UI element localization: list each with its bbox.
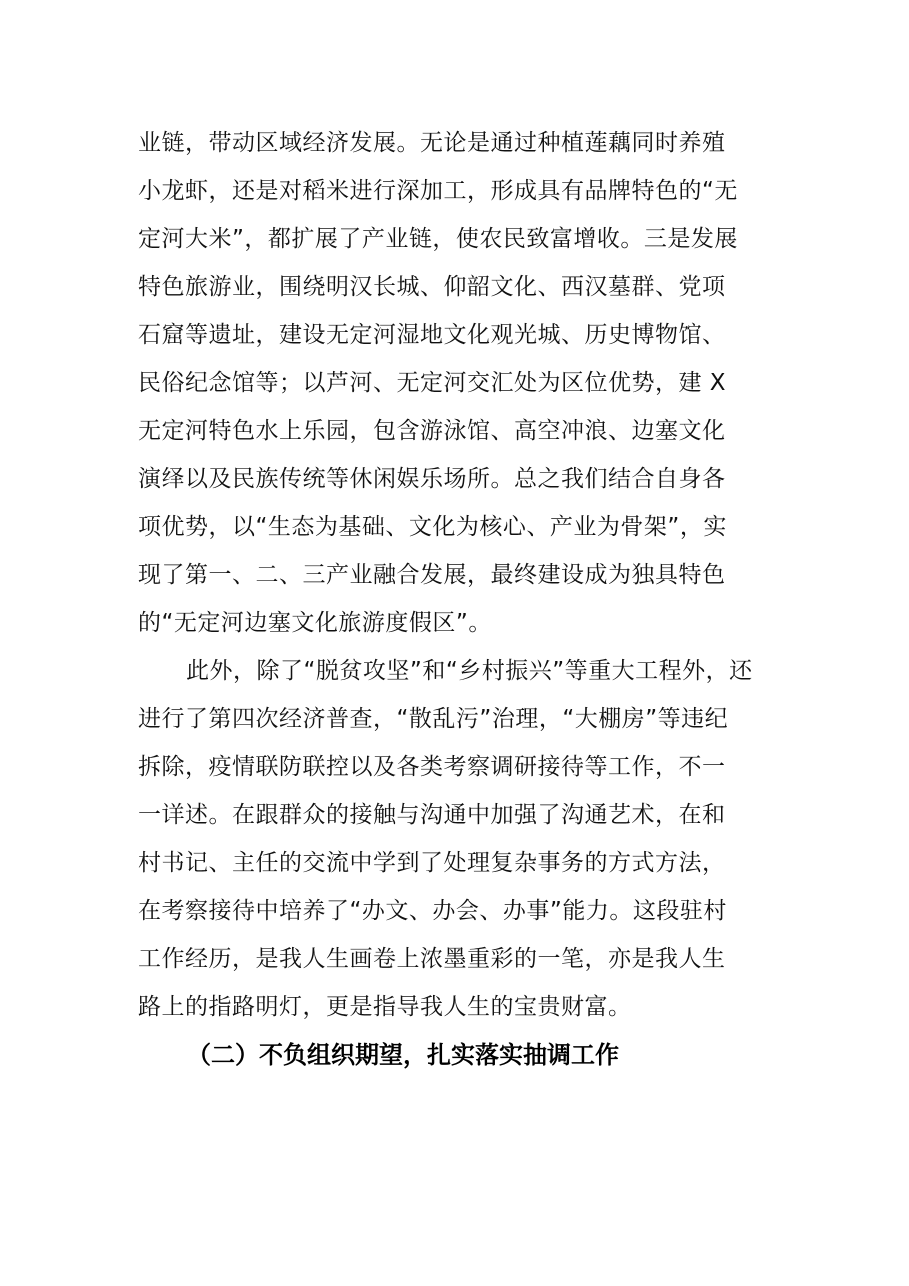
body-line: 进行了第四次经济普查，“散乱污”治理，“大棚房”等违纪: [138, 706, 729, 732]
body-line: 拆除，疫情联防联控以及各类考察调研接待等工作，不一: [138, 754, 726, 780]
body-line: 在考察接待中培养了“办文、办会、办事”能力。这段驻村: [138, 898, 727, 924]
body-line: 民俗纪念馆等；以芦河、无定河交汇处为区位优势，建 X: [138, 370, 727, 396]
body-line: 业链，带动区域经济发展。无论是通过种植莲藕同时养殖: [138, 130, 726, 156]
section-heading: （二）不负组织期望，扎实落实抽调工作: [187, 1041, 619, 1069]
body-line: 特色旅游业，围绕明汉长城、仰韶文化、西汉墓群、党项: [138, 274, 726, 300]
body-line: 现了第一、二、三产业融合发展，最终建设成为独具特色: [138, 562, 726, 588]
body-line: 的“无定河边塞文化旅游度假区”。: [138, 610, 492, 636]
body-line: 无定河特色水上乐园，包含游泳馆、高空冲浪、边塞文化: [138, 418, 726, 444]
body-line: 石窟等遗址，建设无定河湿地文化观光城、历史博物馆、: [138, 322, 726, 348]
body-line: 村书记、主任的交流中学到了处理复杂事务的方式方法，: [138, 850, 726, 876]
body-line: 此外，除了“脱贫攻坚”和“乡村振兴”等重大工程外，还: [186, 658, 753, 684]
body-line: 工作经历，是我人生画卷上浓墨重彩的一笔，亦是我人生: [138, 946, 726, 972]
body-line: 演绎以及民族传统等休闲娱乐场所。总之我们结合自身各: [138, 466, 726, 492]
body-line: 小龙虾，还是对稻米进行深加工，形成具有品牌特色的“无: [138, 178, 738, 204]
body-line: 定河大米”，都扩展了产业链，使农民致富增收。三是发展: [138, 226, 738, 252]
body-line: 项优势，以“生态为基础、文化为核心、产业为骨架”，实: [138, 514, 727, 540]
body-line: 路上的指路明灯，更是指导我人生的宝贵财富。: [138, 994, 632, 1020]
body-line: 一详述。在跟群众的接触与沟通中加强了沟通艺术，在和: [138, 802, 726, 828]
